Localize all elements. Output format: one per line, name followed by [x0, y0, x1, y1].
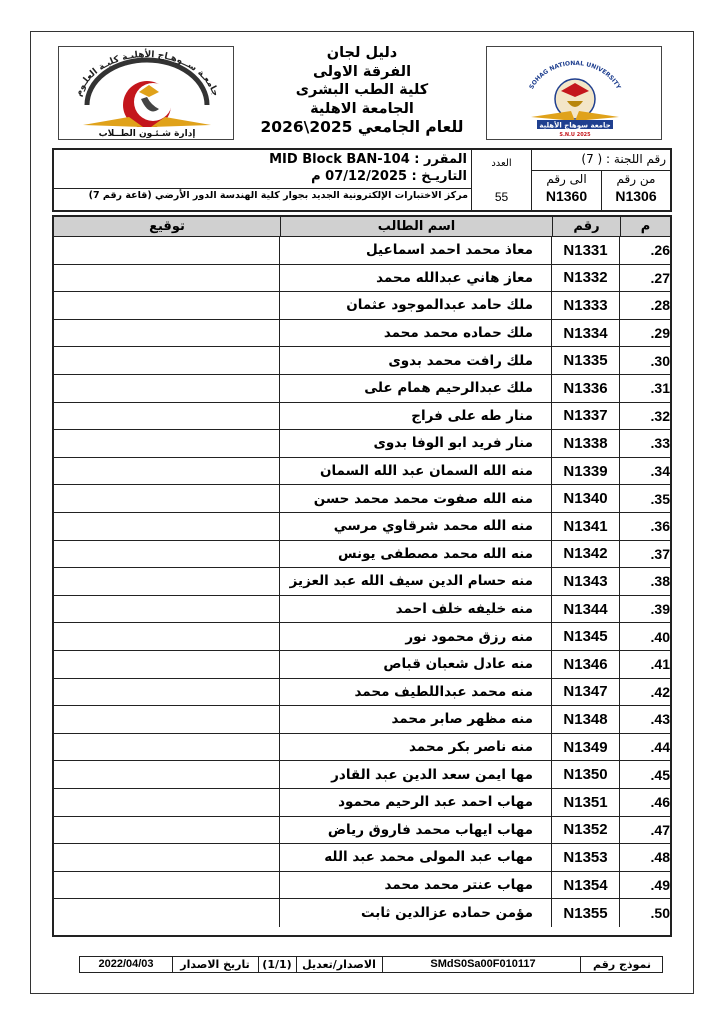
student-name: منه خليفه خلف احمد: [280, 596, 552, 623]
signature-cell: [54, 623, 280, 650]
to-value: N1360: [545, 188, 588, 204]
table-row: [54, 596, 670, 624]
signature-cell: [54, 237, 280, 264]
serial-number: 46.: [650, 794, 670, 811]
signature-cell: [54, 403, 280, 430]
svg-text:S.N.U 2025: S.N.U 2025: [559, 132, 591, 138]
from-label: من رقم: [616, 172, 656, 186]
table-row: [54, 513, 670, 541]
heading-title: دليل لجان: [326, 45, 398, 61]
student-name: منه الله محمد مصطفى يونس: [280, 541, 552, 568]
table-row: [54, 347, 670, 375]
signature-cell: [54, 513, 280, 540]
course-label: المقرر : MID Block BAN-104: [269, 152, 467, 167]
serial-number: 49.: [650, 877, 670, 894]
edition-label: الاصدار/تعديل: [302, 958, 376, 971]
table-row: [54, 485, 670, 513]
serial-number: 50.: [650, 905, 670, 922]
signature-cell: [54, 679, 280, 706]
issue-date-label: تاريخ الاصدار: [180, 958, 250, 971]
student-code: N1332: [552, 265, 620, 292]
serial-number: 27.: [650, 269, 670, 286]
table-row: [54, 541, 670, 569]
signature-cell: [54, 596, 280, 623]
student-code: N1347: [552, 679, 620, 706]
student-code: N1353: [552, 844, 620, 871]
table-row: [54, 265, 670, 293]
student-code: N1354: [552, 872, 620, 899]
table-row: [54, 320, 670, 348]
serial-number: 32.: [650, 407, 670, 424]
table-row: [54, 817, 670, 845]
signature-cell: [54, 734, 280, 761]
exam-date: التاريـخ : 07/12/2025 م: [311, 169, 467, 184]
serial-number: 35.: [650, 490, 670, 507]
signature-cell: [54, 899, 280, 927]
signature-cell: [54, 347, 280, 374]
heading-faculty: كلية الطب البشرى: [295, 82, 429, 98]
serial-number: 41.: [650, 656, 670, 673]
student-code: N1338: [552, 430, 620, 457]
signature-cell: [54, 706, 280, 733]
signature-cell: [54, 789, 280, 816]
to-label: الى رقم: [546, 172, 587, 186]
student-name: مهاب احمد عبد الرحيم محمود: [280, 789, 552, 816]
student-code: N1349: [552, 734, 620, 761]
student-code: N1343: [552, 568, 620, 595]
svg-text:SOHAG NATIONAL UNIVERSITY: SOHAG NATIONAL UNIVERSITY: [528, 59, 622, 91]
header-student-name: اسم الطالب: [377, 219, 456, 234]
student-name: مها ايمن سعد الدين عبد القادر: [280, 761, 552, 788]
svg-text:جامعة سوهاج الأهلية: جامعة سوهاج الأهلية: [539, 121, 611, 130]
student-code: N1340: [552, 485, 620, 512]
student-name: مهاب عنتر محمد محمد: [280, 872, 552, 899]
serial-number: 31.: [650, 380, 670, 397]
table-row: [54, 375, 670, 403]
table-row: [54, 899, 670, 927]
student-code: N1333: [552, 292, 620, 319]
signature-cell: [54, 320, 280, 347]
student-code: N1351: [552, 789, 620, 816]
serial-number: 39.: [650, 601, 670, 618]
signature-cell: [54, 375, 280, 402]
student-name: ملك عبدالرحيم همام على: [280, 375, 552, 402]
table-row: [54, 623, 670, 651]
table-row: [54, 292, 670, 320]
heading-academic-year: للعام الجامعي 2025\2026: [260, 118, 464, 136]
table-row: [54, 430, 670, 458]
student-code: N1339: [552, 458, 620, 485]
signature-cell: [54, 872, 280, 899]
student-name: مهاب ايهاب محمد فاروق رياض: [280, 817, 552, 844]
student-code: N1346: [552, 651, 620, 678]
student-code: N1348: [552, 706, 620, 733]
header-serial: م: [640, 219, 651, 234]
student-name: منه مظهر صابر محمد: [280, 706, 552, 733]
student-name: مؤمن حماده عزالدين ثابت: [280, 899, 552, 927]
student-name: ملك حماده محمد محمد: [280, 320, 552, 347]
serial-number: 29.: [650, 325, 670, 342]
serial-number: 40.: [650, 628, 670, 645]
serial-number: 33.: [650, 435, 670, 452]
serial-number: 47.: [650, 821, 670, 838]
signature-cell: [54, 265, 280, 292]
document-heading: [240, 44, 484, 137]
table-row: [54, 568, 670, 596]
signature-cell: [54, 292, 280, 319]
student-name: ملك حامد عبدالموجود عثمان: [280, 292, 552, 319]
student-name: منه حسام الدين سيف الله عبد العزيز: [280, 568, 552, 595]
student-name: منه الله محمد شرقاوي مرسي: [280, 513, 552, 540]
table-row: [54, 734, 670, 762]
university-emblem-icon: [487, 47, 662, 140]
count-value: 55: [494, 190, 509, 204]
student-name: منه الله صفوت محمد محمد حسن: [280, 485, 552, 512]
signature-cell: [54, 485, 280, 512]
from-value: N1306: [615, 188, 657, 204]
serial-number: 38.: [650, 573, 670, 590]
student-name: مهاب عبد المولى محمد عبد الله: [280, 844, 552, 871]
serial-number: 44.: [650, 739, 670, 756]
count-label: العدد: [491, 158, 512, 169]
student-code: N1337: [552, 403, 620, 430]
student-name: منار طه على فراج: [280, 403, 552, 430]
serial-number: 28.: [650, 297, 670, 314]
signature-cell: [54, 541, 280, 568]
heading-university: الجامعة الاهلية: [310, 100, 414, 117]
student-code: N1334: [552, 320, 620, 347]
signature-cell: [54, 430, 280, 457]
serial-number: 48.: [650, 849, 670, 866]
serial-number: 37.: [650, 545, 670, 562]
form-footer: [79, 956, 663, 973]
student-name: منه رزق محمود نور: [280, 623, 552, 650]
issue-date-value: 2022/04/03: [98, 958, 154, 970]
student-code: N1345: [552, 623, 620, 650]
edition-value: (1/1): [262, 958, 292, 971]
signature-cell: [54, 568, 280, 595]
svg-text:جامعـة ســوهـاج الأهليـة كليـ: جامعـة ســوهـاج الأهليـة كليـة العلـوم: [73, 49, 221, 98]
serial-number: 45.: [650, 766, 670, 783]
student-code: N1355: [552, 899, 620, 927]
student-code: N1341: [552, 513, 620, 540]
model-value: SMdS0Sa00F010117: [430, 958, 536, 970]
committee-number: رقم اللجنة : ( 7): [581, 152, 666, 166]
student-code: N1336: [552, 375, 620, 402]
student-name: ملك رافت محمد بدوى: [280, 347, 552, 374]
signature-cell: [54, 651, 280, 678]
serial-number: 42.: [650, 683, 670, 700]
exam-center: مركز الاختبارات الإلكترونية الجديد بجوار كلية الهندسة الدور الأرضي (قاعة رقم 7): [88, 190, 468, 201]
student-name: منه الله السمان عبد الله السمان: [280, 458, 552, 485]
table-row: [54, 651, 670, 679]
signature-cell: [54, 458, 280, 485]
table-row: [54, 403, 670, 431]
student-name: منار فريد ابو الوفا بدوى: [280, 430, 552, 457]
student-name: معاز هاني عبدالله محمد: [280, 265, 552, 292]
signature-cell: [54, 844, 280, 871]
signature-cell: [54, 761, 280, 788]
faculty-logo: [58, 46, 234, 140]
students-table: [52, 215, 672, 937]
header-signature: توقيع: [149, 219, 185, 234]
table-row: [54, 706, 670, 734]
table-header: [54, 217, 670, 237]
student-name: معاذ محمد احمد اسماعيل: [280, 237, 552, 264]
serial-number: 34.: [650, 463, 670, 480]
student-code: N1342: [552, 541, 620, 568]
svg-text:إدارة شـئـون الطــلاب: إدارة شـئـون الطــلاب: [98, 129, 196, 139]
student-name: منه ناصر بكر محمد: [280, 734, 552, 761]
model-label: نموذج رقم: [593, 958, 651, 971]
student-code: N1335: [552, 347, 620, 374]
table-row: [54, 237, 670, 265]
heading-level: الفرقة الاولى: [312, 63, 412, 80]
serial-number: 43.: [650, 711, 670, 728]
table-row: [54, 679, 670, 707]
table-row: [54, 872, 670, 900]
student-name: منه محمد عبداللطيف محمد: [280, 679, 552, 706]
student-name: منه عادل شعبان قباص: [280, 651, 552, 678]
serial-number: 26.: [650, 242, 670, 259]
faculty-emblem-icon: [59, 47, 234, 140]
table-row: [54, 761, 670, 789]
serial-number: 30.: [650, 352, 670, 369]
table-row: [54, 844, 670, 872]
committee-info: [52, 148, 672, 212]
student-code: N1352: [552, 817, 620, 844]
table-row: [54, 458, 670, 486]
serial-number: 36.: [650, 518, 670, 535]
student-code: N1331: [552, 237, 620, 264]
student-code: N1344: [552, 596, 620, 623]
table-row: [54, 789, 670, 817]
header-code: رقم: [573, 219, 600, 234]
student-code: N1350: [552, 761, 620, 788]
signature-cell: [54, 817, 280, 844]
university-logo: [486, 46, 662, 140]
